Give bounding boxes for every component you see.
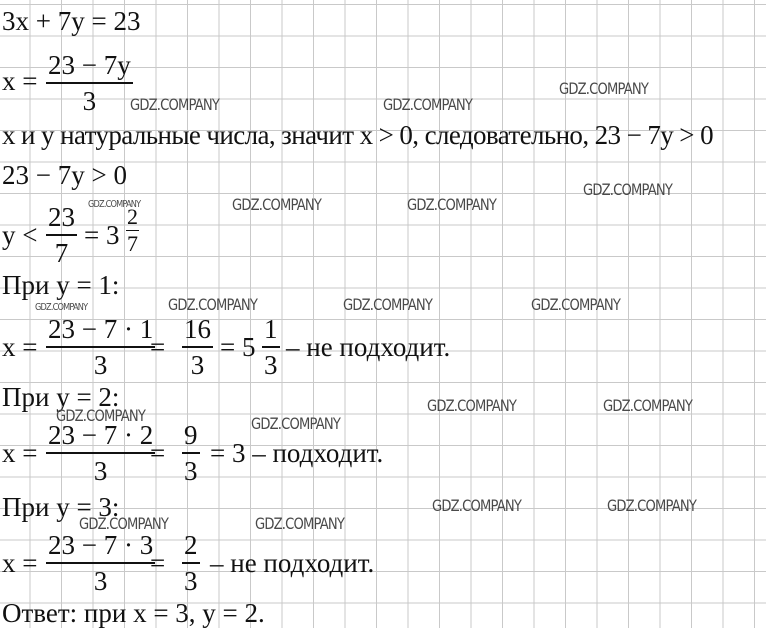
watermark: GDZ.COMPANY xyxy=(407,195,497,214)
fraction xyxy=(182,316,213,379)
watermark: GDZ.COMPANY xyxy=(88,199,141,210)
expression-lhs: x = xyxy=(2,332,38,362)
equals-text: = xyxy=(150,332,166,362)
watermark: GDZ.COMPANY xyxy=(35,302,88,313)
fraction-denominator: 3 xyxy=(82,86,97,116)
fraction xyxy=(182,422,200,485)
case-title: При y = 1: xyxy=(2,270,120,300)
equation-line: 3x + 7y = 23 xyxy=(2,6,141,36)
verdict-text: – не подходит. xyxy=(286,332,451,362)
fraction xyxy=(46,532,155,595)
verdict-text: – не подходит. xyxy=(210,548,375,578)
watermark: GDZ.COMPANY xyxy=(232,195,322,214)
watermark: GDZ.COMPANY xyxy=(56,406,146,425)
watermark: GDZ.COMPANY xyxy=(251,414,341,433)
expression-lhs: x = xyxy=(2,548,38,578)
fraction-numerator: 23 − 7 · 1 xyxy=(46,316,155,348)
fraction xyxy=(46,422,155,485)
fraction-numerator: 23 − 7 · 2 xyxy=(46,422,155,454)
reasoning-line: x и y натуральные числа, значит x > 0, следовательно, 23 − 7y > 0 xyxy=(2,120,713,150)
fraction-denominator: 3 xyxy=(190,350,205,380)
fraction xyxy=(182,532,200,595)
equals-text: = xyxy=(150,438,166,468)
watermark: GDZ.COMPANY xyxy=(603,396,693,415)
watermark: GDZ.COMPANY xyxy=(168,295,258,314)
watermark: GDZ.COMPANY xyxy=(383,95,473,114)
watermark: GDZ.COMPANY xyxy=(343,295,433,314)
watermark: GDZ.COMPANY xyxy=(130,95,220,114)
fraction-numerator: 23 xyxy=(46,204,77,236)
fraction xyxy=(46,316,155,379)
watermark: GDZ.COMPANY xyxy=(559,79,649,98)
fraction-numerator: 16 xyxy=(182,316,213,348)
fraction-denominator: 7 xyxy=(127,231,138,256)
watermark: GDZ.COMPANY xyxy=(79,514,169,533)
fraction-numerator: 1 xyxy=(262,316,280,348)
fraction-denominator: 3 xyxy=(93,566,108,596)
answer-line: Ответ: при x = 3, y = 2. xyxy=(2,598,265,628)
expression-lhs: x = xyxy=(2,66,38,96)
fraction-denominator: 7 xyxy=(54,238,69,268)
watermark: GDZ.COMPANY xyxy=(432,496,522,515)
watermark: GDZ.COMPANY xyxy=(583,180,673,199)
case-title: При y = 2: xyxy=(2,382,120,412)
watermark: GDZ.COMPANY xyxy=(531,295,621,314)
fraction-numerator: 2 xyxy=(182,532,200,564)
case-title: При y = 3: xyxy=(2,492,120,522)
mixed-fraction xyxy=(126,206,139,255)
fraction-denominator: 3 xyxy=(93,350,108,380)
watermark: GDZ.COMPANY xyxy=(607,496,697,515)
fraction-numerator: 9 xyxy=(182,422,200,454)
fraction-denominator: 3 xyxy=(93,456,108,486)
watermark: GDZ.COMPANY xyxy=(427,396,517,415)
inequality-lhs: y < xyxy=(2,220,38,250)
fraction xyxy=(46,204,77,267)
fraction-denominator: 3 xyxy=(264,350,278,380)
inequality-line: 23 − 7y > 0 xyxy=(2,160,127,190)
equals-text: = 5 xyxy=(220,332,256,362)
verdict-text: = 3 – подходит. xyxy=(210,438,384,468)
fraction-numerator: 23 − 7 · 3 xyxy=(46,532,155,564)
fraction xyxy=(46,52,133,115)
fraction-denominator: 3 xyxy=(184,456,198,486)
equals-text: = xyxy=(150,548,166,578)
expression-lhs: x = xyxy=(2,438,38,468)
watermark: GDZ.COMPANY xyxy=(255,514,345,533)
fraction-numerator: 2 xyxy=(127,204,138,229)
fraction-denominator: 3 xyxy=(184,566,198,596)
fraction-numerator: 23 − 7y xyxy=(46,52,133,84)
mixed-fraction xyxy=(262,316,280,379)
equals-text: = 3 xyxy=(84,220,120,250)
